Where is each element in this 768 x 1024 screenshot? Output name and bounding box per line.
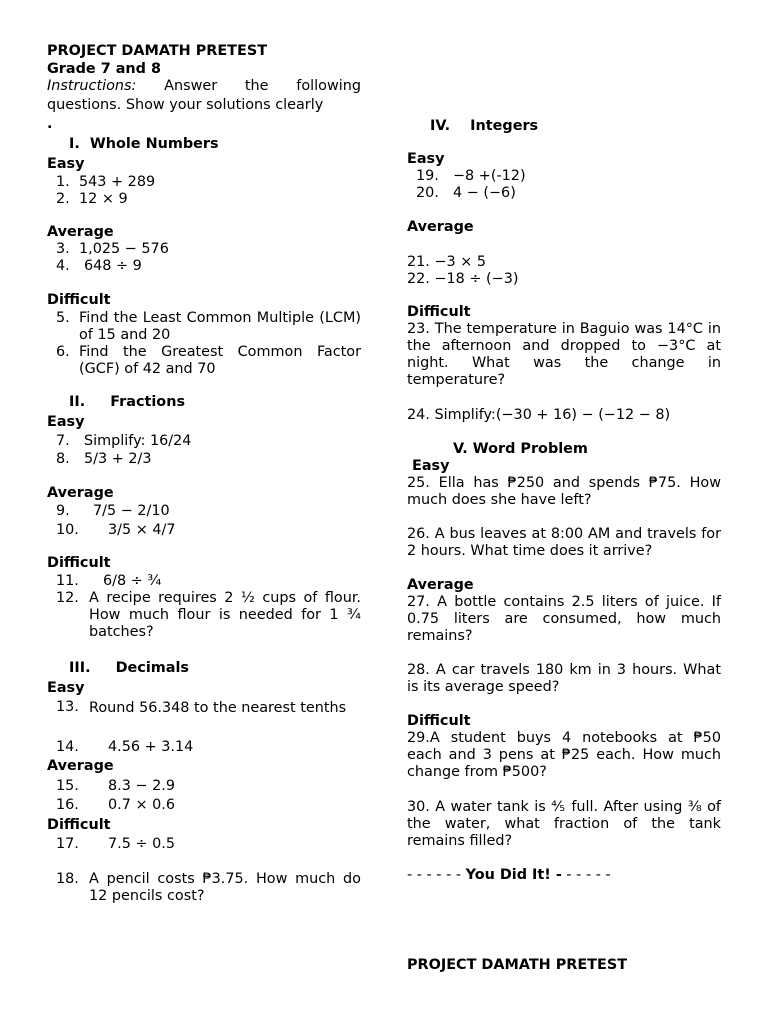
level-difficult: Difficult: [407, 713, 471, 729]
level-difficult: Difficult: [47, 292, 111, 308]
level-difficult: Difficult: [47, 817, 111, 833]
question-28: 28. A car travels 180 km in 3 hours. What is its average speed?: [407, 662, 721, 695]
level-average: Average: [47, 758, 114, 774]
question-text: 4 − (−6): [453, 185, 516, 201]
question-19: [416, 168, 721, 185]
question-text: −8 +(-12): [453, 168, 526, 184]
footer-title: PROJECT DAMATH PRETEST: [407, 957, 628, 973]
closing-dashes-left: - - - - - -: [407, 867, 462, 883]
question-text: 3/5 × 4/7: [108, 522, 176, 538]
section-name: Whole Numbers: [89, 136, 219, 152]
section-title-whole-numbers: [69, 136, 219, 153]
question-number: 19.: [416, 168, 439, 184]
question-text: 5/3 + 2/3: [84, 451, 152, 467]
question-29: 29.A student buys 4 notebooks at ₱50 each and 3 pens at ₱25 each. How much change from ₱500?: [407, 730, 721, 780]
section-name: Integers: [470, 118, 539, 134]
level-easy: Easy: [47, 680, 85, 696]
level-average: Average: [47, 224, 114, 240]
question-text: 12 × 9: [79, 191, 128, 207]
question-text: 4.56 + 3.14: [108, 739, 194, 755]
question-18: [56, 871, 361, 905]
question-number: 11.: [56, 573, 79, 589]
question-10: [56, 522, 361, 539]
question-text: Find the Greatest Common Factor (GCF) of 42 and 70: [79, 344, 361, 377]
question-number: 20.: [416, 185, 439, 201]
question-number: 13.: [56, 699, 79, 715]
question-13: [56, 699, 361, 718]
instructions-label: Instructions:: [47, 78, 137, 94]
question-text: 1,025 − 576: [79, 241, 169, 257]
question-15: [56, 778, 361, 795]
question-9: [56, 503, 361, 520]
question-text: 648 ÷ 9: [84, 258, 142, 274]
question-text: 6/8 ÷ ¾: [103, 573, 162, 589]
closing-dashes-right: - - - - -: [566, 867, 611, 883]
question-24: 24. Simplify:(−30 + 16) − (−12 − 8): [407, 407, 671, 423]
section-numeral: I.: [69, 136, 80, 152]
question-11: [56, 573, 361, 590]
section-title-fractions: [69, 394, 185, 411]
grade-label: Grade 7 and 8: [47, 61, 161, 77]
question-14: [56, 739, 361, 756]
question-number: 8.: [56, 451, 70, 467]
question-number: 4.: [56, 258, 70, 274]
question-number: 18.: [56, 871, 79, 887]
question-27: 27. A bottle contains 2.5 liters of juice. If 0.75 liters are consumed, how much remains?: [407, 594, 721, 644]
question-text: Find the Least Common Multiple (LCM) of 15 and 20: [79, 310, 361, 343]
section-title-decimals: [69, 660, 189, 677]
question-text: Simplify: 16/24: [84, 433, 192, 449]
question-4: [56, 258, 361, 275]
instructions-line2: questions. Show your solutions clearly: [47, 97, 324, 113]
level-average: Average: [407, 577, 474, 593]
question-text: 0.7 × 0.6: [108, 797, 175, 813]
question-6: [56, 344, 361, 378]
question-number: 2.: [56, 191, 70, 207]
question-number: 15.: [56, 778, 79, 794]
stray-dot: .: [47, 116, 53, 132]
question-22: 22. −18 ÷ (−3): [407, 271, 519, 287]
question-number: 12.: [56, 590, 79, 606]
question-number: 16.: [56, 797, 79, 813]
question-8: [56, 451, 361, 468]
question-23: 23. The temperature in Baguio was 14°C in the afternoon and dropped to −3°C at night. What was the change in temperature?: [407, 321, 721, 388]
level-easy: Easy: [47, 156, 85, 172]
section-title-integers: [430, 118, 538, 135]
question-number: 10.: [56, 522, 79, 538]
question-number: 14.: [56, 739, 79, 755]
section-numeral: II.: [69, 394, 86, 410]
section-numeral: III.: [69, 660, 91, 676]
page-title: PROJECT DAMATH PRETEST: [47, 43, 268, 59]
question-number: 1.: [56, 174, 70, 190]
question-12: [56, 590, 361, 641]
instructions-line1: Instructions: Answer the following: [47, 78, 361, 94]
question-21: 21. −3 × 5: [407, 254, 487, 270]
section-numeral: IV.: [430, 118, 451, 134]
question-5: [56, 310, 361, 344]
question-17: [56, 836, 361, 853]
question-7: [56, 433, 361, 450]
question-text: 7/5 − 2/10: [93, 503, 170, 519]
level-easy: Easy: [407, 151, 445, 167]
question-text: A pencil costs ₱3.75. How much do 12 pencils cost?: [89, 871, 361, 904]
question-26: 26. A bus leaves at 8:00 AM and travels for 2 hours. What time does it arrive?: [407, 526, 721, 559]
question-text: A recipe requires 2 ½ cups of flour. How much flour is needed for 1 ¾ batches?: [89, 590, 361, 640]
question-text: Round 56.348 to the nearest tenths: [89, 700, 347, 716]
question-16: [56, 797, 361, 814]
level-average: Average: [47, 485, 114, 501]
question-text: 7.5 ÷ 0.5: [108, 836, 175, 852]
question-number: 3.: [56, 241, 70, 257]
question-text: 543 + 289: [79, 174, 156, 190]
question-3: [56, 241, 361, 258]
section-name: Fractions: [110, 394, 186, 410]
question-number: 6.: [56, 344, 70, 360]
level-easy: Easy: [47, 414, 85, 430]
closing-line: [407, 867, 721, 884]
question-number: 17.: [56, 836, 79, 852]
level-difficult: Difficult: [47, 555, 111, 571]
question-2: [56, 191, 361, 208]
question-1: [56, 174, 361, 191]
closing-text: You Did It! -: [465, 867, 562, 883]
question-number: 9.: [56, 503, 70, 519]
section-name: Decimals: [115, 660, 189, 676]
level-average: Average: [407, 219, 474, 235]
level-easy: Easy: [412, 458, 450, 474]
question-number: 7.: [56, 433, 70, 449]
question-text: 8.3 − 2.9: [108, 778, 175, 794]
question-25: 25. Ella has ₱250 and spends ₱75. How much does she have left?: [407, 475, 721, 508]
question-number: 5.: [56, 310, 70, 326]
section-title-word-problem: V. Word Problem: [453, 441, 588, 457]
question-30: 30. A water tank is ⅘ full. After using ⅜ of the water, what fraction of the tank remains filled?: [407, 799, 721, 849]
question-20: [416, 185, 721, 202]
level-difficult: Difficult: [407, 304, 471, 320]
